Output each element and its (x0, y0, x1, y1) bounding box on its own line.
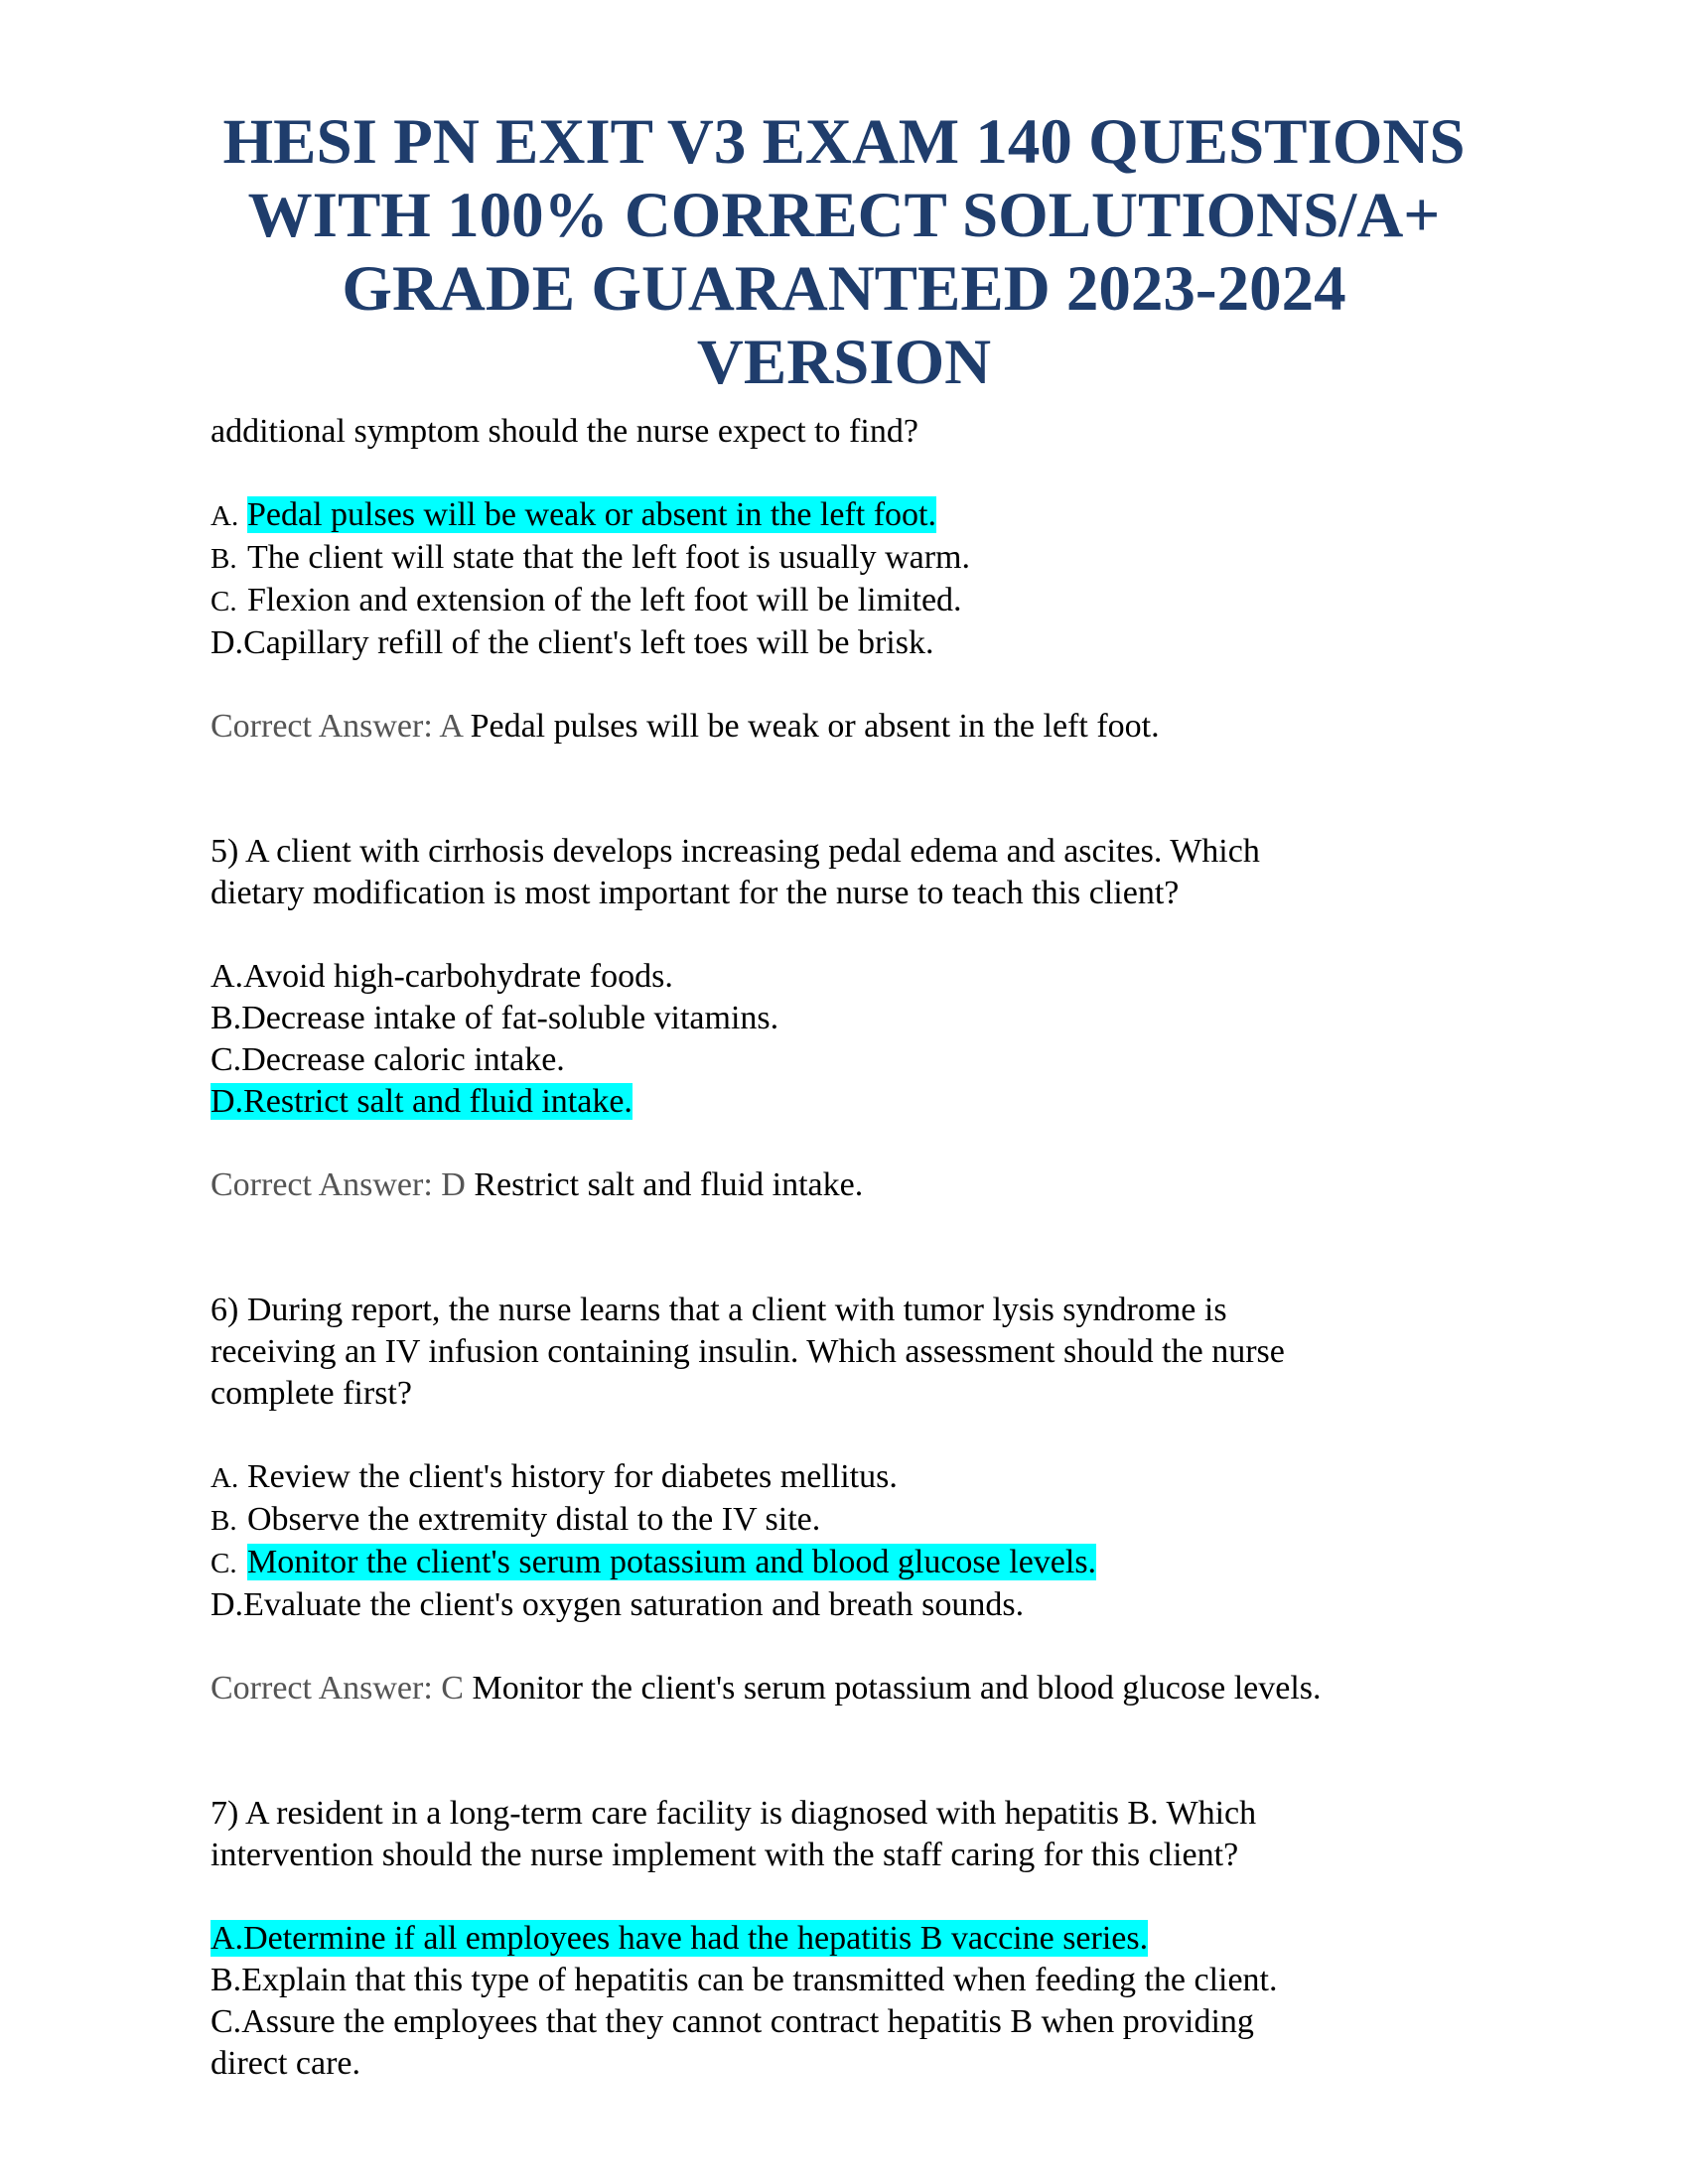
document-title (0, 105, 1688, 399)
option-text: Assure the employees that they cannot contract hepatitis B when providing (241, 2003, 1254, 2040)
option-text: Observe the extremity distal to the IV site. (247, 1501, 821, 1538)
title-line: GRADE GUARANTEED 2023-2024 (342, 253, 1346, 325)
option-text: Restrict salt and fluid intake. (243, 1083, 633, 1120)
option-letter: A. (211, 500, 239, 532)
option-highlighted (211, 1920, 1148, 1957)
correct-answer-label: Correct Answer: (211, 1670, 433, 1706)
correct-answer-label: Correct Answer: (211, 708, 433, 745)
title-line: HESI PN EXIT V3 EXAM 140 QUESTIONS (222, 106, 1466, 178)
question-6-stem: receiving an IV infusion containing insulin. Which assessment should the nurse (211, 1333, 1285, 1370)
option-text: Decrease intake of fat-soluble vitamins. (241, 1000, 779, 1036)
option-letter: B. (211, 1505, 237, 1537)
option-c (211, 580, 1501, 622)
option-a (211, 1918, 1501, 1960)
question-5-stem: dietary modification is most important for the nurse to teach this client? (211, 875, 1180, 911)
option-text-highlighted: Monitor the client's serum potassium and blood glucose levels. (247, 1544, 1097, 1580)
option-letter: A. (211, 1920, 244, 1957)
title-line: VERSION (696, 327, 992, 398)
option-letter: A. (211, 1462, 239, 1494)
correct-answer (211, 706, 1501, 748)
title-line: WITH 100% CORRECT SOLUTIONS/A+ (247, 180, 1441, 251)
question-7-stem: 7) A resident in a long-term care facility is diagnosed with hepatitis B. Which (211, 1795, 1257, 1832)
option-text: Determine if all employees have had the hepatitis B vaccine series. (243, 1920, 1149, 1957)
option-b (211, 1499, 1501, 1542)
option-letter: C. (211, 1041, 242, 1078)
option-letter: C. (211, 1548, 237, 1579)
question-4-stem-tail: additional symptom should the nurse expect to find? (211, 413, 918, 450)
correct-answer-label: Correct Answer: (211, 1166, 433, 1203)
option-text: Capillary refill of the client's left toes will be brisk. (243, 624, 934, 661)
option-a (211, 494, 1501, 537)
option-c (211, 1542, 1501, 1584)
option-letter: A. (211, 958, 244, 995)
correct-answer-text: Restrict salt and fluid intake. (474, 1166, 864, 1203)
option-letter: D. (211, 624, 244, 661)
correct-answer (211, 1164, 1501, 1206)
question-7-stem: intervention should the nurse implement with the staff caring for this client? (211, 1837, 1239, 1873)
correct-answer-letter: D (441, 1166, 466, 1203)
option-highlighted (211, 1083, 633, 1120)
option-text-highlighted: Pedal pulses will be weak or absent in the left foot. (247, 496, 936, 533)
option-letter: B. (211, 543, 237, 575)
correct-answer-text: Pedal pulses will be weak or absent in the left foot. (470, 708, 1160, 745)
option-d (211, 622, 1501, 664)
correct-answer-letter: C (441, 1670, 464, 1706)
option-text: Decrease caloric intake. (241, 1041, 565, 1078)
option-text: The client will state that the left foot is usually warm. (247, 539, 970, 576)
correct-answer-letter: A (439, 708, 463, 745)
option-letter: C. (211, 2003, 242, 2040)
option-text: Flexion and extension of the left foot will be limited. (247, 582, 962, 618)
option-text: Review the client's history for diabetes mellitus. (247, 1458, 898, 1495)
option-letter: D. (211, 1586, 244, 1623)
option-c-continued: direct care. (211, 2045, 360, 2082)
option-text: Avoid high-carbohydrate foods. (243, 958, 673, 995)
option-d (211, 1584, 1501, 1626)
option-text: Explain that this type of hepatitis can be transmitted when feeding the client. (241, 1962, 1278, 1998)
option-b (211, 998, 1501, 1039)
option-text: Evaluate the client's oxygen saturation and breath sounds. (243, 1586, 1025, 1623)
exam-content (211, 411, 1501, 2085)
question-6-stem: 6) During report, the nurse learns that a client with tumor lysis syndrome is (211, 1292, 1227, 1328)
option-letter: B. (211, 1000, 242, 1036)
correct-answer (211, 1668, 1501, 1709)
option-a (211, 956, 1501, 998)
option-b (211, 537, 1501, 580)
option-letter: B. (211, 1962, 242, 1998)
question-5-stem: 5) A client with cirrhosis develops increasing pedal edema and ascites. Which (211, 833, 1260, 870)
option-c (211, 1039, 1501, 1081)
question-6-stem: complete first? (211, 1375, 412, 1412)
option-d (211, 1081, 1501, 1123)
option-letter: C. (211, 586, 237, 617)
option-b (211, 1960, 1501, 2001)
option-a (211, 1456, 1501, 1499)
option-c (211, 2001, 1501, 2043)
correct-answer-text: Monitor the client's serum potassium and blood glucose levels. (472, 1670, 1322, 1706)
option-letter: D. (211, 1083, 244, 1120)
